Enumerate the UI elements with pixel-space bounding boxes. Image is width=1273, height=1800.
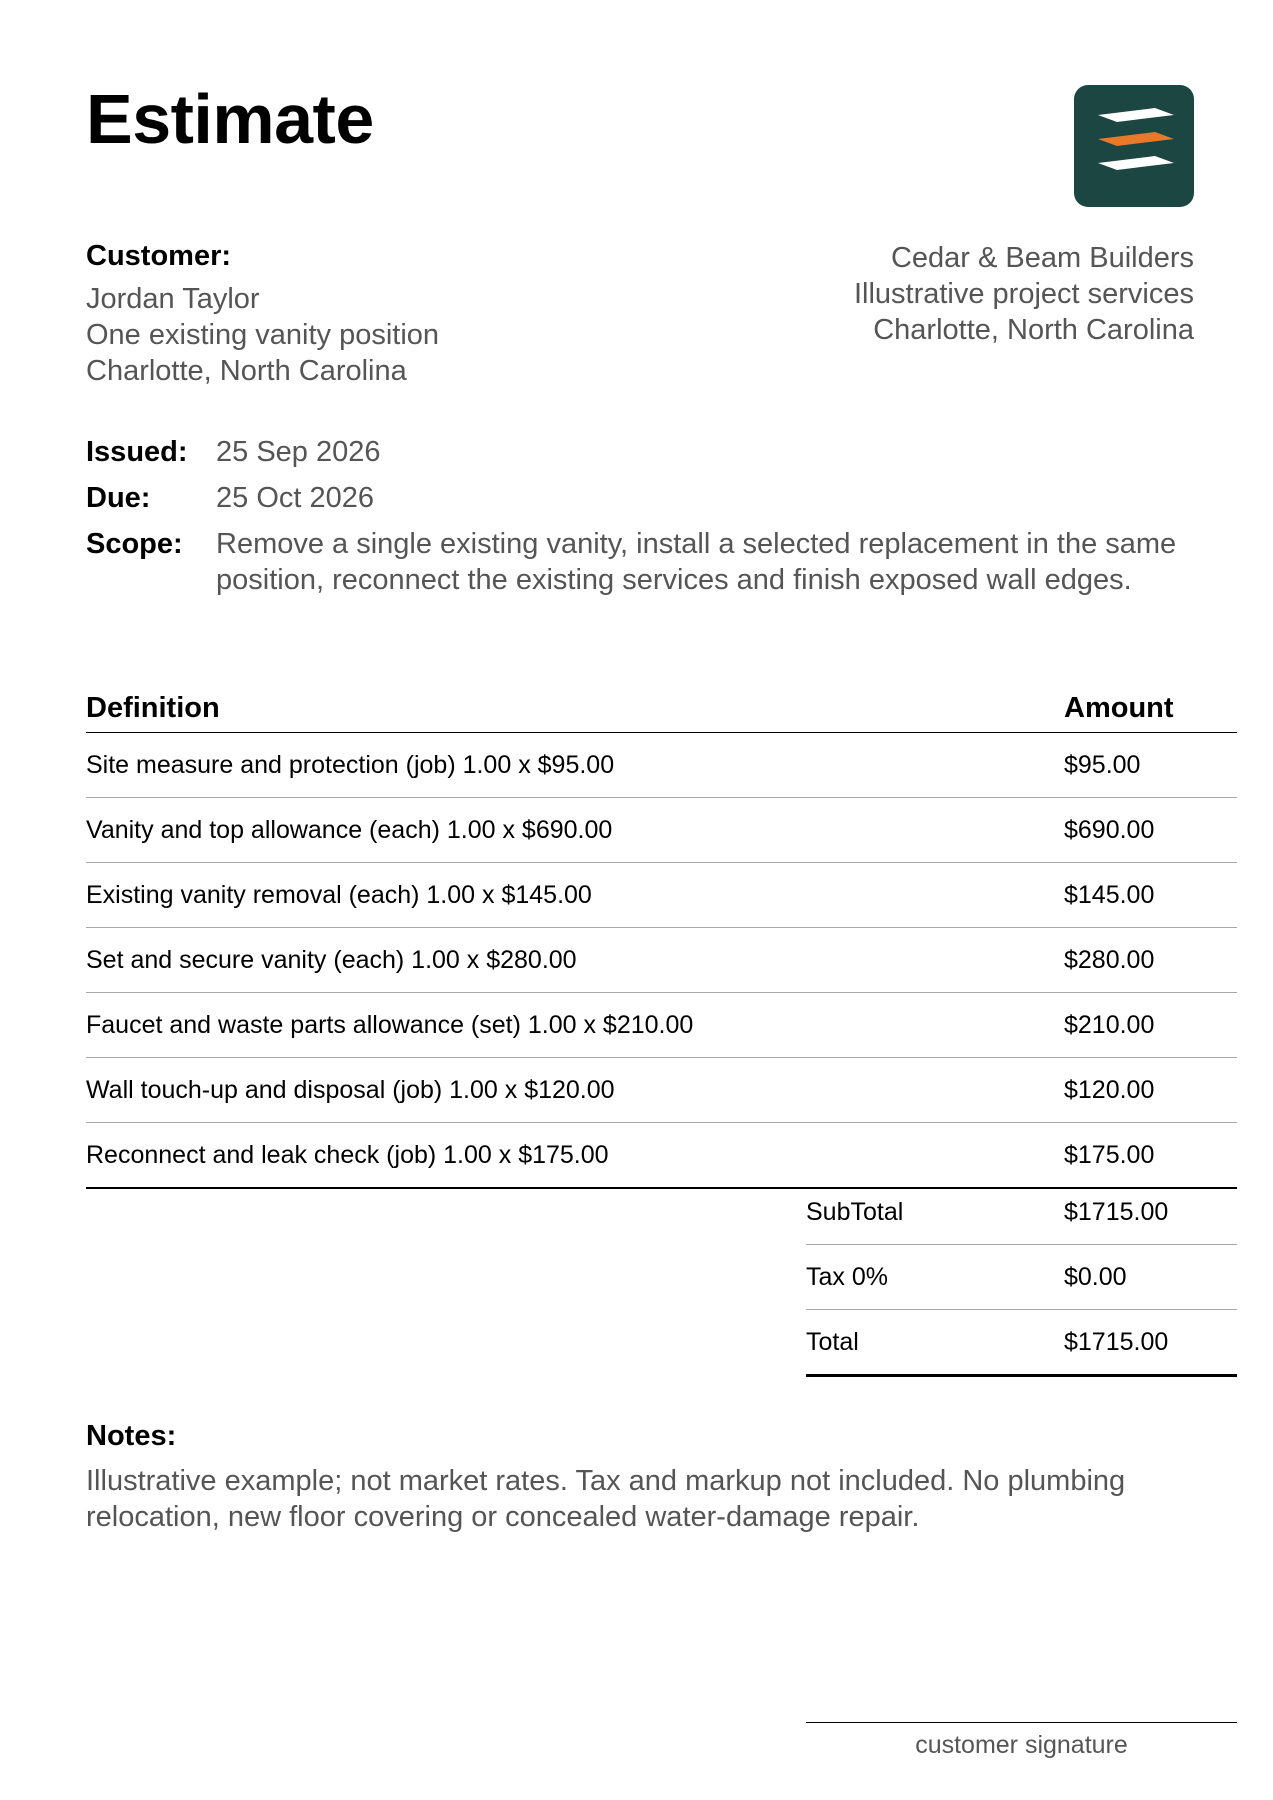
line-item-amount: $175.00 (1064, 1123, 1237, 1189)
due-row (86, 480, 1196, 516)
table-row (86, 1123, 1237, 1189)
tax-row (806, 1245, 1237, 1310)
company-location: Charlotte, North Carolina (873, 314, 1194, 346)
issued-date: 25 Sep 2026 (216, 436, 381, 468)
line-item-definition: Wall touch-up and disposal (job) 1.00 x $120.00 (86, 1058, 1064, 1123)
line-item-amount: $280.00 (1064, 928, 1237, 993)
customer-name: Jordan Taylor (86, 283, 260, 315)
scope-label: Scope: (86, 528, 183, 560)
line-item-amount: $690.00 (1064, 798, 1237, 863)
table-row (86, 993, 1237, 1058)
signature-line (806, 1722, 1237, 1760)
line-item-amount: $95.00 (1064, 733, 1237, 798)
customer-block (86, 240, 439, 389)
definition-header: Definition (86, 690, 1064, 733)
subtotal-value: $1715.00 (1064, 1180, 1237, 1245)
page-title: Estimate (86, 80, 374, 158)
line-item-amount: $120.00 (1064, 1058, 1237, 1123)
table-row (86, 863, 1237, 928)
issued-label: Issued: (86, 436, 188, 468)
amount-header: Amount (1064, 690, 1237, 733)
line-items-table (86, 690, 1237, 1189)
total-label: Total (806, 1310, 1064, 1376)
signature-label: customer signature (915, 1731, 1128, 1759)
total-value: $1715.00 (1064, 1310, 1237, 1376)
due-label: Due: (86, 482, 151, 514)
notes-section (86, 1420, 1216, 1535)
due-date: 25 Oct 2026 (216, 482, 374, 514)
line-item-definition: Vanity and top allowance (each) 1.00 x $690.00 (86, 798, 1064, 863)
scope-row (86, 526, 1196, 598)
stacked-layers-icon (1074, 85, 1194, 207)
company-block (854, 240, 1194, 348)
company-logo (1074, 85, 1194, 207)
totals-table (806, 1180, 1237, 1377)
company-name: Cedar & Beam Builders (890, 242, 1194, 274)
line-item-definition: Existing vanity removal (each) 1.00 x $145.00 (86, 863, 1064, 928)
line-item-definition: Faucet and waste parts allowance (set) 1.00 x $210.00 (86, 993, 1064, 1058)
tax-value: $0.00 (1064, 1245, 1237, 1310)
notes-label: Notes: (86, 1420, 177, 1452)
scope-text: Remove a single existing vanity, install a selected replacement in the same position, reconnect the existing services and finish exposed wall edges. (216, 528, 1177, 596)
total-row (806, 1310, 1237, 1376)
subtotal-row (806, 1180, 1237, 1245)
table-row (86, 798, 1237, 863)
issued-row (86, 434, 1196, 470)
line-item-amount: $210.00 (1064, 993, 1237, 1058)
estimate-meta (86, 434, 1196, 608)
line-item-definition: Reconnect and leak check (job) 1.00 x $175.00 (86, 1123, 1064, 1189)
table-row (86, 733, 1237, 798)
table-header-row (86, 690, 1237, 733)
notes-text: Illustrative example; not market rates. Tax and markup not included. No plumbing relocation, new floor covering or concealed water-damage repair. (86, 1465, 1126, 1533)
customer-label: Customer: (86, 240, 232, 272)
tax-label: Tax 0% (806, 1245, 1064, 1310)
table-row (86, 928, 1237, 993)
customer-address-line1: One existing vanity position (86, 319, 440, 351)
table-row (86, 1058, 1237, 1123)
customer-address-line2: Charlotte, North Carolina (86, 355, 407, 387)
subtotal-label: SubTotal (806, 1180, 1064, 1245)
line-item-definition: Site measure and protection (job) 1.00 x $95.00 (86, 733, 1064, 798)
line-item-amount: $145.00 (1064, 863, 1237, 928)
line-item-definition: Set and secure vanity (each) 1.00 x $280.00 (86, 928, 1064, 993)
company-tagline: Illustrative project services (853, 278, 1194, 310)
